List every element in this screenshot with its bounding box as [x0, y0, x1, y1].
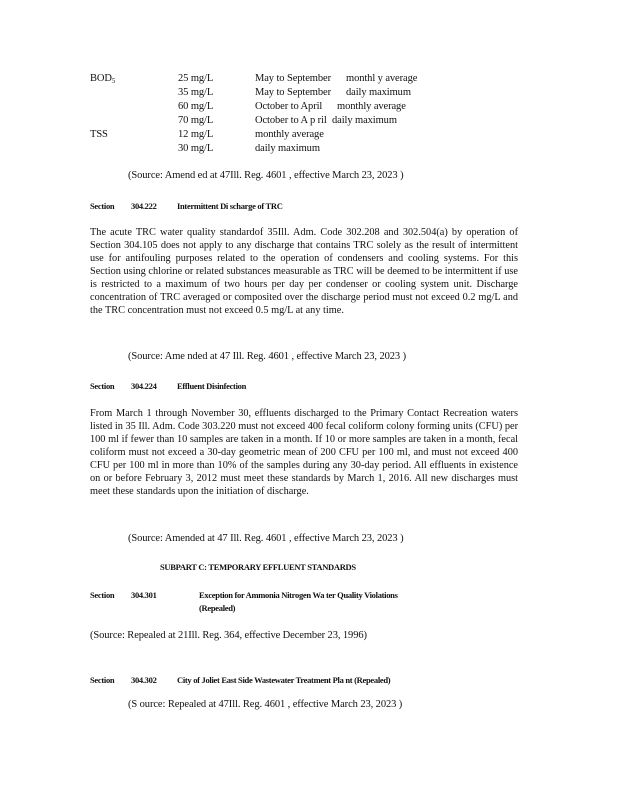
source-note: (Source: Amended at 47 Ill. Reg. 4601 , effective March 23, 2023 ): [128, 533, 404, 544]
limit-period: October to April: [255, 101, 323, 112]
section-label: Section: [90, 675, 115, 685]
source-note: (Source: Repealed at 21Ill. Reg. 364, effective December 23, 1996): [90, 630, 367, 641]
section-title: City of Joliet East Side Wastewater Treatment Pla nt (Repealed): [177, 675, 391, 685]
section-body: From March 1 through November 30, effluents discharged to the Primary Contact Recreation waters listed in 35 Ill. Adm. Code 303.220 must not exceed 400 fecal coliform colony forming units (CFU) per 100 ml if fewer than 10 samples are taken in a month. If 10 or more samples are taken in a month, fecal coliform must not exceed a 30-day geometric mean of 200 CFU per 100 ml, and must not exceed 400 CFU per 100 ml in more than 10% of the samples during any 30-day period. All effluents in existence on or before February 3, 2012 must meet these standards by March 1, 2016. All new discharges must meet these standards upon the initiation of discharge.: [90, 408, 518, 497]
limit-period: October to A p ril: [255, 115, 327, 126]
limit-value: 25 mg/L: [178, 73, 214, 84]
limit-type: daily maximum: [346, 87, 411, 98]
limit-period: May to September: [255, 73, 331, 84]
limit-value: 35 mg/L: [178, 87, 214, 98]
limit-period: daily maximum: [255, 143, 320, 154]
limit-type: monthly average: [337, 101, 406, 112]
section-number: 304.224: [131, 381, 157, 391]
source-note: (Source: Ame nded at 47 Ill. Reg. 4601 , effective March 23, 2023 ): [128, 351, 406, 362]
section-title-line2: (Repealed): [199, 603, 236, 613]
section-label: Section: [90, 590, 115, 600]
section-number: 304.301: [131, 590, 157, 600]
section-number: 304.302: [131, 675, 157, 685]
source-note: (Source: Amend ed at 47Ill. Reg. 4601 , effective March 23, 2023 ): [128, 170, 404, 181]
subpart-heading: SUBPART C: TEMPORARY EFFLUENT STANDARDS: [160, 562, 356, 572]
param-bod: $BOD_5$: [90, 73, 116, 85]
limit-period: May to September: [255, 87, 331, 98]
limit-value: 60 mg/L: [178, 101, 214, 112]
section-label: Section: [90, 201, 115, 211]
section-body: The acute TRC water quality standardof 35Ill. Adm. Code 302.208 and 302.504(a) by operation of Section 304.105 does not apply to any discharge that contains TRC solely as the result of intermittent use for antifouling purposes related to the operation of condensers and cooling systems. For this Section using chlorine or related substances measurable as TRC will be deemed to be intermittent if use is restricted to a maximum of two hours per day per condenser or cooling system unit. Discharge concentration of TRC averaged or composited over the discharge period must not exceed 0.2 mg/L and the TRC concentration must not exceed 0.5 mg/L at any time.: [90, 227, 518, 316]
section-label: Section: [90, 381, 115, 391]
section-title: Exception for Ammonia Nitrogen Wa ter Quality Violations: [199, 590, 398, 600]
limit-value: 70 mg/L: [178, 115, 214, 126]
limit-value: 30 mg/L: [178, 143, 214, 154]
param-tss: TSS: [90, 129, 108, 140]
source-note: (S ource: Repealed at 47Ill. Reg. 4601 , effective March 23, 2023 ): [128, 699, 403, 710]
limit-type: monthl y average: [346, 73, 418, 84]
section-title: Effluent Disinfection: [177, 381, 247, 391]
section-title: Intermittent Di scharge of TRC: [177, 201, 283, 211]
section-number: 304.222: [131, 201, 157, 211]
limit-period: monthly average: [255, 129, 324, 140]
limit-type: daily maximum: [332, 115, 397, 126]
limit-value: 12 mg/L: [178, 129, 214, 140]
